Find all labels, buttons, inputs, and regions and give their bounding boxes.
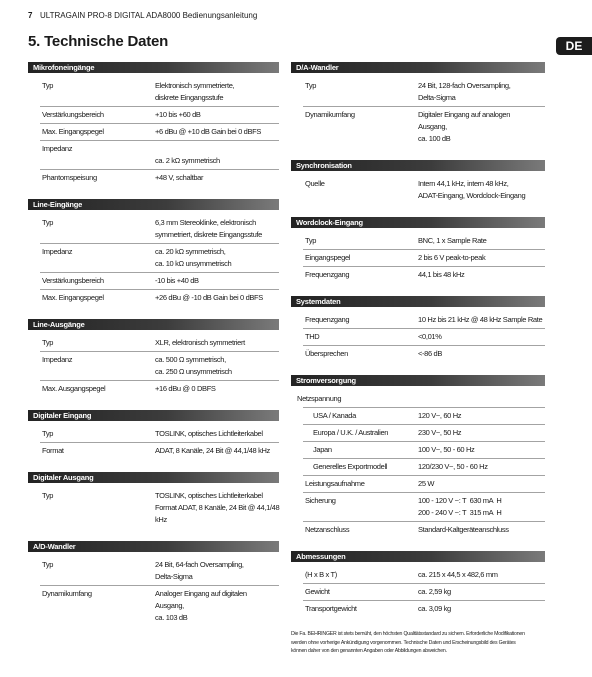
spec-row-japan <box>303 442 545 459</box>
section-d-a-wandler <box>291 62 545 147</box>
spec-value-line: 24 Bit, 64-fach Oversampling, <box>155 560 244 569</box>
spec-value <box>418 461 545 473</box>
spec-value <box>418 586 545 598</box>
spec-value-line: +10 bis +60 dB <box>155 110 201 119</box>
spec-row-typ <box>303 78 545 107</box>
section-digitaler-eingang <box>28 410 279 459</box>
spec-label: Verstärkungsbereich <box>42 110 104 119</box>
spec-row-eingangspegel <box>303 250 545 267</box>
section-heading-systemdaten: Systemdaten <box>291 296 545 307</box>
spec-label: Netzspannung <box>297 394 342 403</box>
spec-value-line: Ausgang, <box>155 601 184 610</box>
spec-value <box>418 410 545 422</box>
section-line-eingaenge <box>28 199 279 306</box>
spec-row-sicherung <box>303 493 545 522</box>
spec-value-line: Delta-Sigma <box>418 93 456 102</box>
spec-value <box>418 348 545 360</box>
spec-value <box>155 126 279 138</box>
section-heading-stromversorgung: Stromversorgung <box>291 375 545 386</box>
spec-value-line: +16 dBu @ 0 DBFS <box>155 384 216 393</box>
spec-value-line: +26 dBu @ -10 dB Gain bei 0 dBFS <box>155 293 263 302</box>
spec-value <box>418 80 545 104</box>
spec-value <box>418 252 545 264</box>
spec-row-typ <box>40 557 279 586</box>
section-synchronisation <box>291 160 545 204</box>
spec-label: THD <box>305 332 320 341</box>
spec-value-line: ca. 20 kΩ symmetrisch, <box>155 247 226 256</box>
spec-value-line: +6 dBu @ +10 dB Gain bei 0 dBFS <box>155 127 262 136</box>
spec-table <box>40 488 279 528</box>
spec-value-line: 100 V~, 50 - 60 Hz <box>418 445 475 454</box>
spec-row-max-eingangspegel <box>40 290 279 306</box>
spec-value-line: ADAT, 8 Kanäle, 24 Bit @ 44,1/48 kHz <box>155 446 270 455</box>
spec-row-thd <box>303 329 545 346</box>
spec-table <box>40 215 279 306</box>
spec-value-line: 6,3 mm Stereoklinke, elektronisch <box>155 218 256 227</box>
spec-row-typ <box>40 488 279 528</box>
section-heading-wordclock-eingang: Wordclock-Eingang <box>291 217 545 228</box>
spec-value <box>418 444 545 456</box>
spec-label: Format <box>42 446 64 455</box>
spec-value-line: 2 bis 6 V peak-to-peak <box>418 253 486 262</box>
spec-value-line: ca. 215 x 44,5 x 482,6 mm <box>418 570 498 579</box>
spec-label: Quelle <box>305 179 325 188</box>
section-heading-line-ausgaenge: Line-Ausgänge <box>28 319 279 330</box>
spec-label: Sicherung <box>305 496 336 505</box>
spec-label: Typ <box>42 560 54 569</box>
spec-value-line: Intern 44,1 kHz, intern 48 kHz, <box>418 179 509 188</box>
spec-value-line: Elektronisch symmetrierte, <box>155 81 235 90</box>
spec-value <box>418 569 545 581</box>
spec-label: Verstärkungsbereich <box>42 276 104 285</box>
spec-value-line: Ausgang, <box>418 122 447 131</box>
running-title: ULTRAGAIN PRO-8 DIGITAL ADA8000 Bedienungsanleitung <box>40 11 258 20</box>
spec-row-typ <box>40 426 279 443</box>
spec-row-netzanschluss <box>303 522 545 538</box>
spec-value-line: ADAT-Eingang, Wordclock-Eingang <box>418 191 526 200</box>
spec-label: Impedanz <box>42 144 73 153</box>
spec-value-line: 120/230 V~, 50 - 60 Hz <box>418 462 488 471</box>
spec-value <box>155 445 279 457</box>
spec-label: Max. Ausgangspegel <box>42 384 106 393</box>
running-header <box>28 10 257 22</box>
spec-row-uebersprechen <box>303 346 545 362</box>
spec-row-max-ausgangspegel <box>40 381 279 397</box>
spec-value <box>155 143 279 167</box>
spec-row-quelle <box>303 176 545 204</box>
spec-row-impedanz <box>40 141 279 170</box>
section-stromversorgung <box>291 375 545 538</box>
spec-label: Typ <box>42 491 54 500</box>
spec-table <box>40 335 279 397</box>
spec-value-line: 200 - 240 V ~: T 315 mA H <box>418 508 502 517</box>
spec-row-format <box>40 443 279 459</box>
spec-label: Dynamikumfang <box>305 110 355 119</box>
section-heading-d-a-wandler: D/A-Wandler <box>291 62 545 73</box>
spec-value-line: 24 Bit, 128-fach Oversampling, <box>418 81 511 90</box>
spec-value <box>155 246 279 270</box>
spec-label: Dynamikumfang <box>42 589 92 598</box>
spec-row-frequenzgang <box>303 267 545 283</box>
spec-value-line: 230 V~, 50 Hz <box>418 428 462 437</box>
spec-value <box>155 588 279 624</box>
spec-table <box>40 78 279 186</box>
spec-label: Max. Eingangspegel <box>42 127 104 136</box>
spec-value <box>155 490 279 526</box>
spec-label: Typ <box>305 236 317 245</box>
spec-value-line: Delta-Sigma <box>155 572 193 581</box>
spec-row-frequenzgang <box>303 312 545 329</box>
footnote-line: Die Fa. BEHRINGER ist stets bemüht, den höchsten Qualitätsstandard zu sichern. Erforderliche Modifikationen <box>291 631 525 637</box>
spec-row-dynamikumfang <box>303 107 545 147</box>
spec-value <box>418 331 545 343</box>
spec-label: Generelles Exportmodell <box>313 462 388 471</box>
section-heading-a-d-wandler: A/D-Wandler <box>28 541 279 552</box>
spec-value-line: ca. 2 kΩ symmetrisch <box>155 156 220 165</box>
spec-value-line: TOSLINK, optisches Lichtleiterkabel <box>155 491 263 500</box>
spec-row-europa-u-k-australien <box>303 425 545 442</box>
spec-value-line: ca. 10 kΩ unsymmetrisch <box>155 259 232 268</box>
spec-value <box>155 172 279 184</box>
section-abmessungen <box>291 551 545 617</box>
spec-value-line: XLR, elektronisch symmetriert <box>155 338 245 347</box>
spec-value <box>418 478 545 490</box>
spec-value <box>418 235 545 247</box>
spec-label: Typ <box>42 81 54 90</box>
spec-value-line: ca. 3,09 kg <box>418 604 451 613</box>
spec-value-line: 120 V~, 60 Hz <box>418 411 462 420</box>
spec-row-usa-kanada <box>303 408 545 425</box>
spec-label: Japan <box>313 445 332 454</box>
footnote <box>291 630 545 656</box>
spec-row-typ <box>40 215 279 244</box>
section-wordclock-eingang <box>291 217 545 283</box>
spec-label: Frequenzgang <box>305 315 350 324</box>
spec-value-line: ca. 100 dB <box>418 134 451 143</box>
spec-value-line: ca. 2,59 kg <box>418 587 451 596</box>
spec-value <box>155 80 279 104</box>
spec-value-line: ca. 250 Ω unsymmetrisch <box>155 367 232 376</box>
spec-value-line: Format ADAT, 8 Kanäle, 24 Bit @ 44,1/48 <box>155 503 280 512</box>
spec-label: Frequenzgang <box>305 270 350 279</box>
spec-value-line: 25 W <box>418 479 435 488</box>
page-number: 7 <box>28 11 33 20</box>
spec-label: Typ <box>42 338 54 347</box>
spec-row-typ <box>40 78 279 107</box>
footnote-line: werden ohne vorherige Ankündigung vorgenommen. Technische Daten und Erscheinungsbild des Gerätes <box>291 639 516 646</box>
spec-row-max-eingangspegel <box>40 124 279 141</box>
spec-table <box>303 233 545 283</box>
section-heading-abmessungen: Abmessungen <box>291 551 545 562</box>
spec-value-line: diskrete Eingangsstufe <box>155 93 224 102</box>
spec-value <box>418 524 545 536</box>
spec-table <box>303 567 545 617</box>
spec-value-line: <0,01% <box>418 332 442 341</box>
spec-label: Übersprechen <box>305 349 348 358</box>
spec-label: (H x B x T) <box>305 570 337 579</box>
spec-value <box>418 495 545 519</box>
spec-label: Transportgewicht <box>305 604 357 613</box>
spec-value-line: kHz <box>155 515 167 524</box>
spec-value <box>155 109 279 121</box>
section-a-d-wandler <box>28 541 279 626</box>
spec-table <box>303 78 545 147</box>
section-heading-synchronisation: Synchronisation <box>291 160 545 171</box>
spec-label: Eingangspegel <box>305 253 351 262</box>
spec-value <box>418 269 545 281</box>
spec-row-h-x-b-x-t <box>303 567 545 584</box>
spec-value-line: TOSLINK, optisches Lichtleiterkabel <box>155 429 263 438</box>
spec-row-gewicht <box>303 584 545 601</box>
spec-value-line: <-86 dB <box>418 349 443 358</box>
language-tab: DE <box>556 37 592 55</box>
left-column <box>28 62 279 626</box>
spec-row-phantomspeisung <box>40 170 279 186</box>
spec-label: Gewicht <box>305 587 330 596</box>
spec-label: Leistungsaufnahme <box>305 479 365 488</box>
spec-value <box>155 275 279 287</box>
spec-value <box>155 428 279 440</box>
spec-label: Typ <box>305 81 317 90</box>
spec-value-line: -10 bis +40 dB <box>155 276 199 285</box>
spec-value-line: Analoger Eingang auf digitalen <box>155 589 247 598</box>
spec-value-line: Digitaler Eingang auf analogen <box>418 110 511 119</box>
spec-value <box>418 603 545 615</box>
section-heading-line-eingaenge: Line-Eingänge <box>28 199 279 210</box>
spec-value <box>412 393 545 405</box>
spec-row-impedanz <box>40 352 279 381</box>
spec-value-line: ca. 500 Ω symmetrisch, <box>155 355 226 364</box>
section-line-ausgaenge <box>28 319 279 397</box>
spec-value <box>155 383 279 395</box>
spec-value <box>418 427 545 439</box>
right-column <box>291 62 545 617</box>
spec-value <box>418 178 545 202</box>
spec-value <box>155 559 279 583</box>
spec-label: Europa / U.K. / Australien <box>313 428 389 437</box>
section-mikrofoneingaenge <box>28 62 279 186</box>
spec-row-typ <box>40 335 279 352</box>
spec-label: Typ <box>42 429 54 438</box>
section-systemdaten <box>291 296 545 362</box>
spec-row-netzspannung <box>297 391 545 408</box>
spec-table <box>303 312 545 362</box>
spec-value-line: +48 V, schaltbar <box>155 173 204 182</box>
spec-row-dynamikumfang <box>40 586 279 626</box>
spec-row-typ <box>303 233 545 250</box>
spec-label: Max. Eingangspegel <box>42 293 104 302</box>
section-heading-mikrofoneingaenge: Mikrofoneingänge <box>28 62 279 73</box>
spec-row-verstaerkungsbereich <box>40 107 279 124</box>
spec-row-verstaerkungsbereich <box>40 273 279 290</box>
spec-row-impedanz <box>40 244 279 273</box>
spec-label: Netzanschluss <box>305 525 350 534</box>
spec-row-generelles-exportmodell <box>303 459 545 476</box>
section-heading-digitaler-eingang: Digitaler Eingang <box>28 410 279 421</box>
footnote-line: können daher von den genannten Angaben oder Abbildungen abweichen. <box>291 648 447 654</box>
spec-value <box>155 354 279 378</box>
section-digitaler-ausgang <box>28 472 279 528</box>
spec-label: Impedanz <box>42 247 73 256</box>
spec-table <box>297 391 545 538</box>
spec-value <box>418 109 545 145</box>
spec-value <box>155 337 279 349</box>
spec-row-transportgewicht <box>303 601 545 617</box>
spec-table <box>40 557 279 626</box>
spec-value-line: symmetriert, diskrete Eingangsstufe <box>155 230 262 239</box>
spec-value <box>155 217 279 241</box>
spec-table <box>40 426 279 459</box>
spec-value-line: 100 - 120 V ~: T 630 mA H <box>418 496 502 505</box>
spec-value-line: 10 Hz bis 21 kHz @ 48 kHz Sample Rate <box>418 315 543 324</box>
spec-value <box>418 314 545 326</box>
page-title: 5. Technische Daten <box>28 33 169 50</box>
section-heading-digitaler-ausgang: Digitaler Ausgang <box>28 472 279 483</box>
spec-table <box>303 176 545 204</box>
spec-label: Impedanz <box>42 355 73 364</box>
spec-row-leistungsaufnahme <box>303 476 545 493</box>
spec-value-line: 44,1 bis 48 kHz <box>418 270 465 279</box>
spec-label: Phantomspeisung <box>42 173 97 182</box>
spec-value <box>155 292 279 304</box>
spec-value-line: ca. 103 dB <box>155 613 188 622</box>
spec-label: Typ <box>42 218 54 227</box>
spec-value-line: BNC, 1 x Sample Rate <box>418 236 487 245</box>
spec-label: USA / Kanada <box>313 411 356 420</box>
spec-value-line: Standard-Kaltgeräteanschluss <box>418 525 509 534</box>
